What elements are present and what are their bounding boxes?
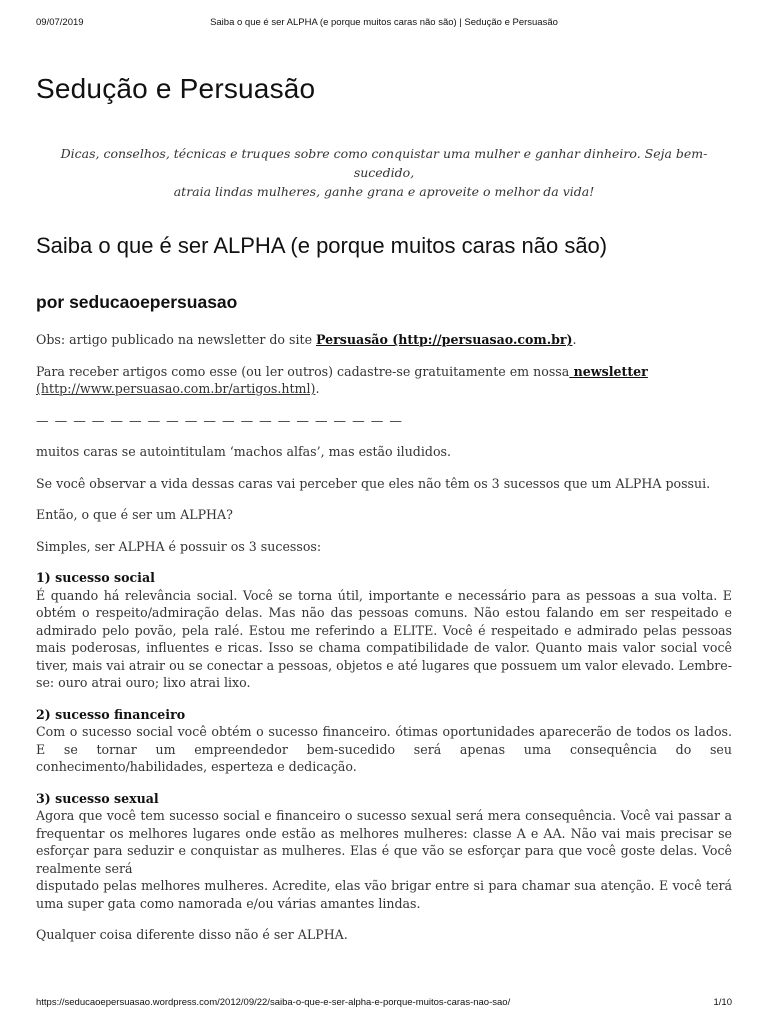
section-financeiro [36, 706, 732, 776]
separator-dashes: — — — — — — — — — — — — — — — — — — — — [36, 412, 403, 428]
section-sexual-body-a: Agora que você tem sucesso social e financeiro o sucesso sexual será mera consequência. Você vai passar a frequentar os melhores lugares onde estão as melhores mulheres: classe A e AA. Não vai mais precisar se esforçar para seduzir e conquistar as mulheres. Elas é que vão se esforçar para que você goste delas. Você realmente será [36, 808, 732, 876]
paragraph-3: Então, o que é ser um ALPHA? [36, 507, 233, 522]
paragraph-4: Simples, ser ALPHA é possuir os 3 sucessos: [36, 538, 322, 554]
obs-text: Obs: artigo publicado na newsletter do site [36, 332, 317, 347]
site-title[interactable]: Sedução e Persuasão [36, 73, 316, 104]
print-page-number: 1/10 [713, 997, 732, 1008]
newsletter-paragraph [36, 363, 732, 398]
section-financeiro-title: 2) sucesso financeiro [36, 706, 186, 722]
print-footer [36, 997, 732, 1011]
obs-end: . [572, 332, 577, 347]
print-url: https://seducaoepersuasao.wordpress.com/2012/09/22/saiba-o-que-e-ser-alpha-e-porque-muitos-caras-nao-sao/ [36, 997, 511, 1008]
newsletter-text: Para receber artigos como esse (ou ler outros) cadastre-se gratuitamente em nossa [36, 363, 570, 379]
site-tagline [36, 144, 732, 201]
paragraph-1: muitos caras se autointitulam ‘machos alfas’, mas estão iludidos. [36, 444, 452, 459]
section-sexual-body-b: disputado pelas melhores mulheres. Acredite, elas vão brigar entre si para chamar sua atenção. E você terá uma super gata como namorada e/ou várias amantes lindas. [36, 878, 732, 911]
section-sexual-title: 3) sucesso sexual [36, 790, 159, 806]
tagline-line-2: atraia lindas mulheres, ganhe grana e aproveite o melhor da vida! [173, 184, 595, 199]
article-body [36, 331, 732, 944]
paragraph-2: Se você observar a vida dessas caras vai perceber que eles não têm os 3 sucessos que um ALPHA possui. [36, 475, 711, 491]
section-social [36, 569, 732, 692]
newsletter-link[interactable]: newsletter [569, 363, 648, 379]
page-content [36, 70, 732, 958]
print-date: 09/07/2019 [36, 17, 84, 28]
newsletter-url: (http://www.persuasao.com.br/artigos.html) [36, 381, 316, 396]
paragraph-final: Qualquer coisa diferente disso não é ser ALPHA. [36, 927, 348, 942]
persuasao-link[interactable]: Persuasão (http://persuasao.com.br) [316, 332, 573, 347]
print-page-title: Saiba o que é ser ALPHA (e porque muitos caras não são) | Sedução e Persuasão [210, 17, 558, 28]
print-header [36, 17, 732, 31]
newsletter-end: . [315, 381, 320, 396]
section-social-body: É quando há relevância social. Você se torna útil, importante e necessário para as pessoas a sua volta. E obtém o respeito/admiração delas. Mas não das pessoas comuns. Não estou falando em ser respeitado e admirado pelo povão, pela ralé. Estou me referindo a ELITE. Você é respeitado e admirado pelas pessoas mais poderosas, influentes e ricas. Isso se chama compatibilidade de valor. Quanto mais valor social você tiver, mais vai atrair ou se conectar a pessoas, objetos e até lugares que possuem um valor elevado. Lembre-se: ouro atrai ouro; lixo atrai lixo. [36, 587, 732, 690]
section-sexual [36, 790, 732, 913]
section-social-title: 1) sucesso social [36, 570, 155, 585]
post-byline [36, 291, 732, 313]
tagline-line-1: Dicas, conselhos, técnicas e truques sobre como conquistar uma mulher e ganhar dinheiro. Seja bem-sucedido, [60, 146, 708, 180]
post-author[interactable]: seducaoepersuasao [69, 292, 238, 312]
byline-prefix: por [36, 292, 65, 312]
obs-paragraph [36, 331, 732, 349]
section-financeiro-body: Com o sucesso social você obtém o sucesso financeiro. ótimas oportunidades aparecerão de todos os lados. E se tornar um empreendedor bem-sucedido será apenas uma consequência do seu conhecimento/habilidades, esperteza e dedicação. [36, 724, 732, 774]
post-title[interactable]: Saiba o que é ser ALPHA (e porque muitos caras não são) [36, 233, 608, 258]
